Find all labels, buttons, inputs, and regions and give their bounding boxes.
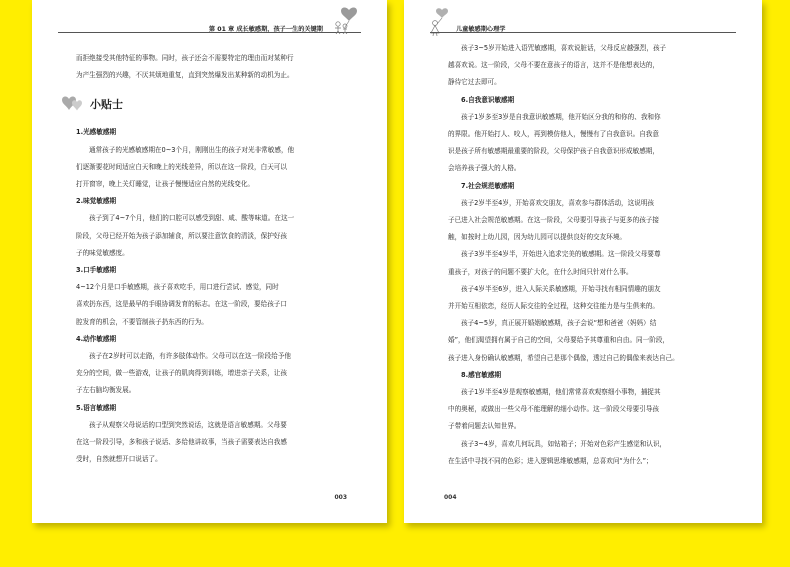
section-heading: 5.语言敏感期 <box>76 403 117 412</box>
header-book-title: 儿童敏感期心理学 <box>456 26 506 33</box>
section-line: 孩子在2岁时可以走路，有许多肢体动作。父母可以在这一阶段给予他 <box>89 352 292 361</box>
section-heading: 6.自我意识敏感期 <box>461 95 515 104</box>
tip-section-1 <box>76 124 357 193</box>
body-line: 孩子4~5岁，真正展开婚姻敏感期，孩子会说“想和爸爸（妈妈）结 <box>461 319 657 328</box>
left-page <box>32 0 387 523</box>
tip-section-4 <box>76 331 357 400</box>
body-line: 孩子1岁半至4岁是观察敏感期，他们常常喜欢观察细小事物，捕捉其 <box>461 388 661 397</box>
page-header <box>32 0 387 36</box>
body-line: 婚”，他们渴望拥有属于自己的空间，父母要给予其尊重和自由。同一阶段， <box>448 336 670 345</box>
section-line: 通常孩子的光感敏感期在0~3个月，刚刚出生的孩子对光非常敏感，他 <box>89 145 295 154</box>
body-line: 重孩子，对孩子的问题不要扩大化，在什么时间只针对什么事。 <box>448 267 633 276</box>
section-line: 腔发育的机会，不要管制孩子扔东西的行为。 <box>76 317 208 326</box>
body-line: 子已进入社会规范敏感期。在这一阶段，父母要引导孩子与更多的孩子接 <box>448 216 659 225</box>
body-line: 孩子3岁半至4岁半，开始进入追求完美的敏感期。这一阶段父母要尊 <box>461 250 661 259</box>
section-line: 子左右脑均衡发展。 <box>76 386 136 395</box>
body-line: 孩子1岁多至3岁是自我意识敏感期，他开始区分我的和你的、我和你 <box>461 112 661 121</box>
page-number: 003 <box>334 494 347 501</box>
header-rule <box>430 32 736 33</box>
section-line: 在这一阶段引导，多和孩子说话、多给他讲故事，当孩子需要表达自我感 <box>76 438 287 447</box>
body-line: 会培养孩子强大的人格。 <box>448 164 521 173</box>
body-line: 孩子进入身份确认敏感期，希望自己是那个偶像，透过自己的偶像来表达自己。 <box>448 353 679 362</box>
section-line: 子的味觉敏感度。 <box>76 248 129 257</box>
section-heading: 3.口手敏感期 <box>76 266 117 275</box>
body-line: 孩子4岁半至6岁，进入人际关系敏感期，开始寻找有相同情趣的朋友 <box>461 284 661 293</box>
section-line: 喜欢扔东西，这是最早的手眼协调发育的标志。在这一阶段，要给孩子口 <box>76 300 287 309</box>
tip-section-3 <box>76 262 357 331</box>
tip-title: 小贴士 <box>90 98 123 112</box>
section-line: 孩子到了4~7个月，他们的口腔可以感受到甜、咸、酸等味道。在这一 <box>89 214 295 223</box>
section-line: 受时，自然就想开口说话了。 <box>76 455 162 464</box>
header-chapter-title: 第 01 章 成长敏感期，孩子一生的关键期 <box>208 26 323 33</box>
page-number: 004 <box>444 494 457 501</box>
intro-line: 为产生强烈的兴趣，不厌其烦地重复，直到突然爆发出某种新的动机为止。 <box>76 71 294 80</box>
section-line: 充分的空间，做一些游戏，让孩子的肌肉得到训练，增进亲子关系，让孩 <box>76 369 287 378</box>
right-page <box>404 0 762 523</box>
right-page-body <box>448 40 734 470</box>
body-line: 越喜欢说。这一阶段，父母不要在意孩子的语言，这并不是他想表达的， <box>448 61 659 70</box>
body-line: 静待它过去即可。 <box>448 78 501 87</box>
body-line: 的界限。他开始打人、咬人，再到模仿他人，慢慢有了自我意识。自我意 <box>448 130 659 139</box>
body-line: 在生活中寻找不同的色彩；进入逻辑思维敏感期，总喜欢问“为什么”； <box>448 456 653 465</box>
body-line: 触，如按时上幼儿园，因为幼儿园可以提供良好的交友环境。 <box>448 233 627 242</box>
intro-line: 而拒绝接受其他特征的事物。同时，孩子还会不需要特定的理由而对某种行 <box>76 54 294 62</box>
section-heading: 1.光感敏感期 <box>76 128 117 137</box>
tip-hearts-icon <box>62 93 84 115</box>
body-line: 孩子2岁半至4岁，开始喜欢交朋友，喜欢参与群体活动，这说明孩 <box>461 198 655 207</box>
section-line: 们逐渐要花时间适应白天和晚上的光线差异，所以在这一阶段，白天可以 <box>76 162 287 171</box>
section-heading: 4.动作敏感期 <box>76 334 117 343</box>
page-header <box>404 0 762 36</box>
section-line: 孩子从观察父母说话的口型到突然说话，这就是语言敏感期。父母要 <box>89 420 287 429</box>
body-line: 并开始互相依恋，经历人际交往的全过程，这种交往能力是与生俱来的。 <box>448 302 659 311</box>
tip-section-5 <box>76 400 357 469</box>
section-line: 打开窗帘，晚上关灯睡觉，让孩子慢慢适应自然的光线变化。 <box>76 180 255 189</box>
body-line: 孩子3~5岁开始进入语咒敏感期，喜欢说脏话，父母反应越强烈，孩子 <box>461 44 667 52</box>
section-heading: 2.味觉敏感期 <box>76 197 117 206</box>
body-line: 子带着问题去认知世界。 <box>448 422 521 431</box>
left-page-body <box>76 50 357 468</box>
tip-banner <box>62 89 357 119</box>
body-line: 识是孩子所有敏感期最重要的阶段，父母保护孩子自我意识形成敏感期， <box>448 147 659 156</box>
heart-balloon-kids-icon <box>329 6 363 34</box>
body-line: 中的奥秘，或做出一些父母不能理解的细小动作。这一阶段父母要引导孩 <box>448 405 659 414</box>
body-line: 孩子3~4岁，喜欢几何玩具，如钻箱子；开始对色彩产生感觉和认识， <box>461 439 667 448</box>
section-heading: 8.感官敏感期 <box>461 370 502 379</box>
section-line: 4~12个月是口手敏感期，孩子喜欢吃手，用口进行尝试、感觉，同时 <box>76 283 279 292</box>
header-rule <box>58 32 361 33</box>
section-heading: 7.社会规范敏感期 <box>461 181 515 190</box>
section-line: 阶段，父母已经开始为孩子添加辅食，所以要注意饮食的清淡，保护好孩 <box>76 231 287 240</box>
tip-section-2 <box>76 193 357 262</box>
